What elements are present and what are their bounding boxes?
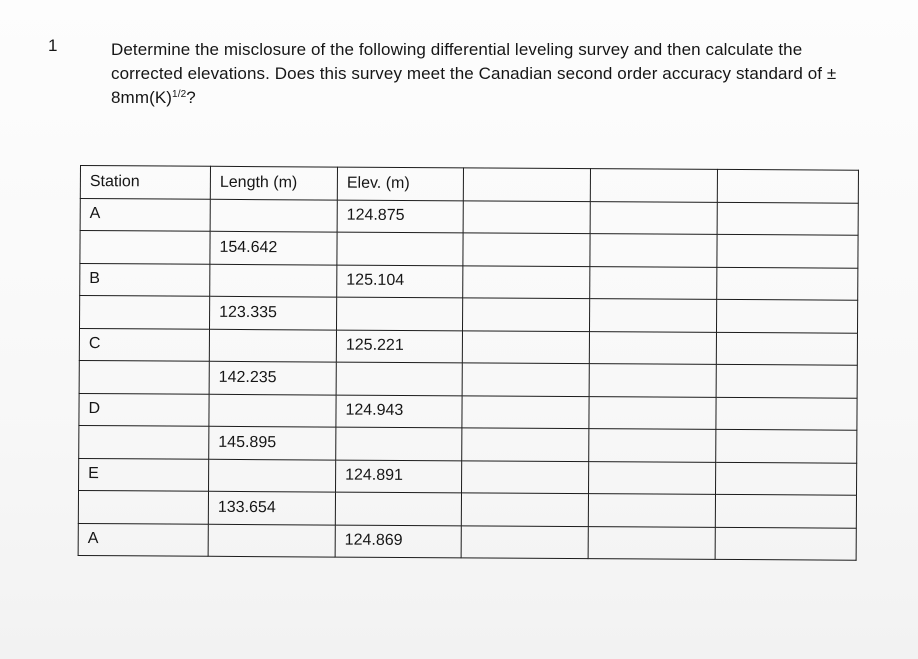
blank-cell[interactable] bbox=[715, 527, 856, 560]
length-cell: 154.642 bbox=[210, 231, 337, 264]
blank-cell[interactable] bbox=[717, 267, 858, 300]
blank-cell[interactable] bbox=[717, 202, 858, 235]
header-station: Station bbox=[80, 166, 210, 199]
station-cell: B bbox=[80, 263, 210, 296]
elevation-cell: 124.943 bbox=[336, 395, 462, 428]
table-row bbox=[78, 523, 856, 560]
header-blank-2[interactable] bbox=[590, 169, 717, 202]
blank-cell[interactable] bbox=[462, 460, 589, 493]
blank-cell[interactable] bbox=[716, 397, 857, 430]
blank-cell[interactable] bbox=[715, 494, 856, 527]
blank-cell[interactable] bbox=[462, 428, 589, 461]
station-cell: D bbox=[79, 393, 209, 426]
blank-cell[interactable] bbox=[590, 201, 717, 234]
header-blank-3[interactable] bbox=[717, 169, 858, 202]
table-row bbox=[79, 425, 857, 462]
length-cell: 145.895 bbox=[209, 426, 336, 459]
station-cell: A bbox=[78, 523, 208, 556]
elevation-cell bbox=[336, 362, 462, 395]
question-exponent: 1/2 bbox=[172, 89, 187, 100]
blank-cell[interactable] bbox=[588, 494, 715, 527]
length-cell: 142.235 bbox=[209, 361, 336, 394]
length-cell bbox=[209, 459, 336, 492]
table-row bbox=[80, 296, 858, 333]
table-row bbox=[80, 263, 858, 300]
blank-cell[interactable] bbox=[715, 462, 856, 495]
table-row bbox=[79, 458, 857, 495]
elevation-cell bbox=[336, 427, 462, 460]
blank-cell[interactable] bbox=[717, 234, 858, 267]
table-row bbox=[79, 393, 857, 430]
question-text-end: ? bbox=[186, 88, 196, 107]
table-row bbox=[79, 328, 857, 365]
leveling-survey-table bbox=[78, 165, 859, 561]
elevation-cell: 124.891 bbox=[336, 460, 462, 493]
station-cell bbox=[80, 231, 210, 264]
blank-cell[interactable] bbox=[590, 234, 717, 267]
blank-cell[interactable] bbox=[462, 395, 589, 428]
elevation-cell bbox=[335, 492, 461, 525]
blank-cell[interactable] bbox=[589, 299, 716, 332]
station-cell bbox=[78, 490, 208, 523]
blank-cell[interactable] bbox=[589, 331, 716, 364]
blank-cell[interactable] bbox=[462, 298, 589, 331]
blank-cell[interactable] bbox=[589, 364, 716, 397]
table-row bbox=[79, 360, 857, 397]
blank-cell[interactable] bbox=[589, 396, 716, 429]
length-cell: 133.654 bbox=[208, 491, 335, 524]
station-cell bbox=[80, 296, 210, 329]
blank-cell[interactable] bbox=[461, 493, 588, 526]
blank-cell[interactable] bbox=[461, 525, 588, 558]
blank-cell[interactable] bbox=[716, 299, 857, 332]
blank-cell[interactable] bbox=[463, 233, 590, 266]
blank-cell[interactable] bbox=[716, 429, 857, 462]
question-text bbox=[111, 38, 871, 110]
station-cell: C bbox=[79, 328, 209, 361]
header-elevation: Elev. (m) bbox=[337, 167, 463, 200]
station-cell bbox=[79, 425, 209, 458]
table-row bbox=[80, 231, 858, 268]
blank-cell[interactable] bbox=[463, 200, 590, 233]
elevation-cell: 125.104 bbox=[337, 265, 463, 298]
elevation-cell: 124.875 bbox=[337, 200, 463, 233]
length-cell: 123.335 bbox=[210, 296, 337, 329]
length-cell bbox=[210, 199, 337, 232]
table-header-row bbox=[80, 166, 858, 203]
length-cell bbox=[209, 329, 336, 362]
header-length: Length (m) bbox=[210, 166, 337, 199]
elevation-cell bbox=[337, 232, 463, 265]
blank-cell[interactable] bbox=[589, 461, 716, 494]
table-row bbox=[78, 490, 856, 527]
length-cell bbox=[209, 394, 336, 427]
table-row bbox=[80, 198, 858, 235]
blank-cell[interactable] bbox=[716, 332, 857, 365]
length-cell bbox=[210, 264, 337, 297]
blank-cell[interactable] bbox=[462, 330, 589, 363]
blank-cell[interactable] bbox=[462, 363, 589, 396]
question-number: 1 bbox=[48, 36, 58, 55]
station-cell: A bbox=[80, 198, 210, 231]
question-text-main: Determine the misclosure of the following differential leveling survey and then calculate the corrected elevations. Does this survey meet the Canadian second order accuracy standard of ± 8mm(K) bbox=[111, 40, 837, 107]
elevation-cell: 124.869 bbox=[335, 525, 461, 558]
blank-cell[interactable] bbox=[588, 526, 715, 559]
station-cell: E bbox=[79, 458, 209, 491]
length-cell bbox=[208, 524, 335, 557]
blank-cell[interactable] bbox=[590, 266, 717, 299]
elevation-cell bbox=[336, 297, 462, 330]
elevation-cell: 125.221 bbox=[336, 330, 462, 363]
header-blank-1[interactable] bbox=[463, 168, 590, 201]
blank-cell[interactable] bbox=[463, 265, 590, 298]
station-cell bbox=[79, 360, 209, 393]
blank-cell[interactable] bbox=[589, 429, 716, 462]
blank-cell[interactable] bbox=[716, 364, 857, 397]
